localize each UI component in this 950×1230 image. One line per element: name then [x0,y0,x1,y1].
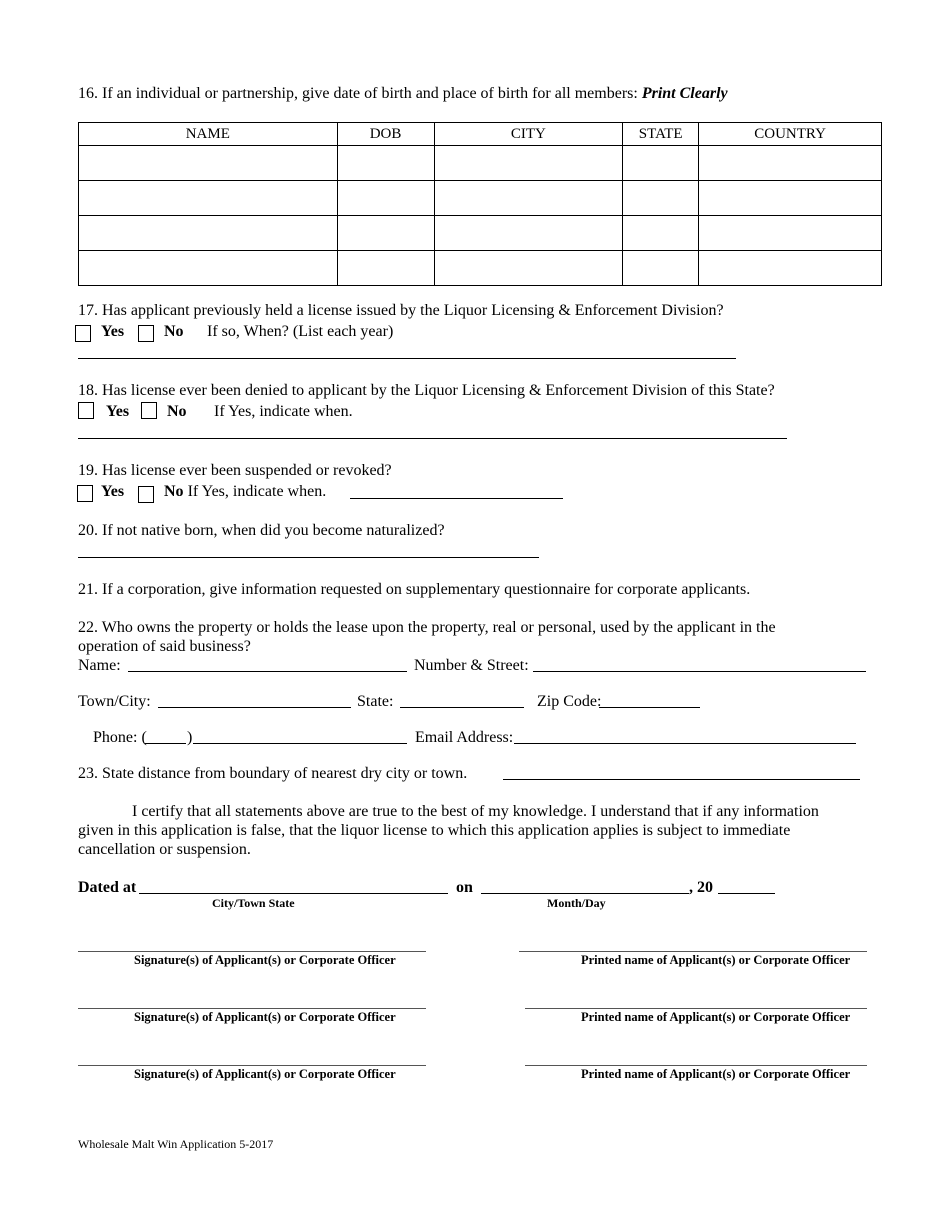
table-header-row [79,123,882,146]
q19-text: 19. Has license ever been suspended or revoked? [78,462,392,479]
table-cell[interactable] [623,146,699,181]
signature-label-3: Signature(s) of Applicant(s) or Corporate Officer [134,1067,396,1081]
q18-no-label: No [167,403,187,420]
printed-label-3: Printed name of Applicant(s) or Corporate Officer [581,1067,851,1081]
col-header-dob: DOB [337,123,434,146]
printed-name-line-2[interactable] [525,1008,867,1009]
col-header-state: STATE [623,123,699,146]
dated-label: Dated at [78,879,137,896]
table-cell[interactable] [434,146,623,181]
q20-answer-line[interactable] [78,557,539,558]
q19-no-label: No [164,483,184,500]
footer-text: Wholesale Malt Win Application 5-2017 [78,1137,274,1151]
q17-yes-checkbox[interactable] [75,325,91,342]
phone-area-code-field[interactable] [145,743,186,744]
q19-followup: If Yes, indicate when. [187,483,327,500]
q18-yes-label: Yes [106,403,130,420]
certify-line2: given in this application is false, that the liquor license to which this application applies is subject to immediate [78,822,791,839]
email-label: Email Address: [415,729,514,746]
table-cell[interactable] [337,181,434,216]
zip-label: Zip Code: [537,693,602,710]
phone-label: Phone: ( [93,729,147,746]
email-field[interactable] [514,743,856,744]
table-cell[interactable] [699,216,882,251]
town-label: Town/City: [78,693,151,710]
dated-month-field[interactable] [481,893,689,894]
certify-line3: cancellation or suspension. [78,841,251,858]
owner-street-field[interactable] [533,671,866,672]
table-cell[interactable] [337,216,434,251]
signature-line-2[interactable] [78,1008,426,1009]
name-label: Name: [78,657,121,674]
signature-line-1[interactable] [78,951,426,952]
table-cell[interactable] [79,146,338,181]
dated-on: on [456,879,473,896]
q18-yes-checkbox[interactable] [78,402,94,419]
signature-label-1: Signature(s) of Applicant(s) or Corporate Officer [134,953,396,967]
table-cell[interactable] [434,181,623,216]
col-header-city: CITY [434,123,623,146]
signature-line-3[interactable] [78,1065,426,1066]
q18-followup: If Yes, indicate when. [214,403,353,420]
printed-name-line-1[interactable] [519,951,867,952]
owner-state-field[interactable] [400,707,524,708]
signature-label-2: Signature(s) of Applicant(s) or Corporate Officer [134,1010,396,1024]
table-cell[interactable] [79,251,338,286]
printed-label-1: Printed name of Applicant(s) or Corporate Officer [581,953,851,967]
q18-no-checkbox[interactable] [141,402,157,419]
members-table [78,122,882,286]
table-cell[interactable] [623,181,699,216]
street-label: Number & Street: [414,657,529,674]
dated-city-field[interactable] [139,893,448,894]
table-cell[interactable] [79,216,338,251]
table-cell[interactable] [699,181,882,216]
month-caption: Month/Day [547,896,606,910]
table-cell[interactable] [434,251,623,286]
dated-year-prefix: , 20 [689,879,713,896]
q19-no-group [164,483,326,501]
q17-yes-label: Yes [101,323,125,340]
q18-text: 18. Has license ever been denied to applicant by the Liquor Licensing & Enforcement Division of this State? [78,382,775,399]
table-row [79,146,882,181]
table-cell[interactable] [434,216,623,251]
q19-yes-checkbox[interactable] [77,485,93,502]
q16-emphasis: Print Clearly [641,85,728,102]
q16-prompt [78,85,728,103]
table-cell[interactable] [623,216,699,251]
q17-no-checkbox[interactable] [138,325,154,342]
table-cell[interactable] [79,181,338,216]
owner-zip-field[interactable] [599,707,700,708]
q23-text: 23. State distance from boundary of nearest dry city or town. [78,765,468,782]
phone-number-field[interactable] [193,743,407,744]
q19-no-checkbox[interactable] [138,486,154,503]
table-cell[interactable] [623,251,699,286]
col-header-country: COUNTRY [699,123,882,146]
table-cell[interactable] [699,146,882,181]
q21-text: 21. If a corporation, give information requested on supplementary questionnaire for corporate applicants. [78,581,751,598]
phone-paren: ) [187,729,193,746]
table-row [79,251,882,286]
dated-year-field[interactable] [718,893,775,894]
state-label: State: [357,693,394,710]
owner-name-field[interactable] [128,671,407,672]
table-cell[interactable] [699,251,882,286]
col-header-name: NAME [79,123,338,146]
certify-line1: I certify that all statements above are true to the best of my knowledge. I understand that if any information [132,803,819,820]
table-row [79,216,882,251]
printed-name-line-3[interactable] [525,1065,867,1066]
printed-label-2: Printed name of Applicant(s) or Corporate Officer [581,1010,851,1024]
q22-text-line1: 22. Who owns the property or holds the lease upon the property, real or personal, used by the applicant in the [78,619,776,636]
q20-text: 20. If not native born, when did you become naturalized? [78,522,445,539]
table-row [79,181,882,216]
q17-no-label: No [164,323,184,340]
q17-answer-line[interactable] [78,358,736,359]
q17-followup: If so, When? (List each year) [207,323,394,340]
city-caption: City/Town State [212,896,295,910]
owner-town-field[interactable] [158,707,351,708]
q18-answer-line[interactable] [78,438,787,439]
q19-answer-line[interactable] [350,498,563,499]
table-cell[interactable] [337,251,434,286]
q22-text-line2: operation of said business? [78,638,251,655]
q17-text: 17. Has applicant previously held a license issued by the Liquor Licensing & Enforcement Division? [78,302,724,319]
q19-yes-label: Yes [101,483,125,500]
q16-text: 16. If an individual or partnership, give date of birth and place of birth for all members: [78,85,638,102]
table-cell[interactable] [337,146,434,181]
q23-answer-line[interactable] [503,779,860,780]
